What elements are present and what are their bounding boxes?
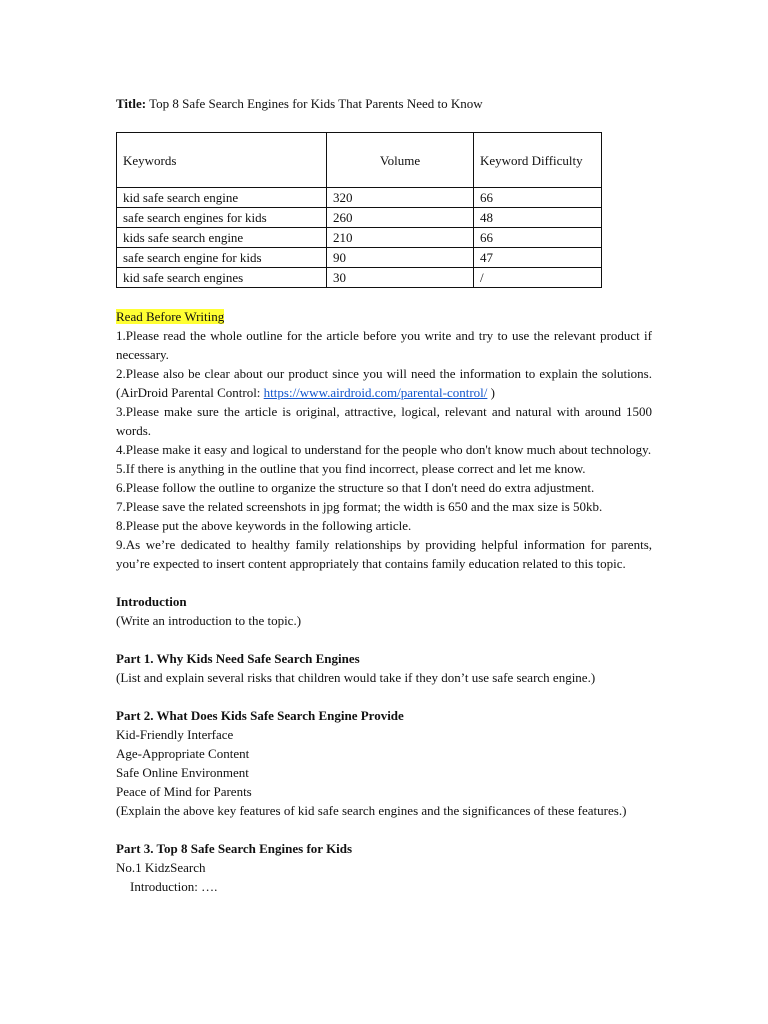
instruction-item-6: 6.Please follow the outline to organize the structure so that I don't need do extra adjustment. — [116, 480, 595, 495]
part2-heading: Part 2. What Does Kids Safe Search Engine Provide — [116, 708, 404, 723]
instruction-item-5: 5.If there is anything in the outline that you find incorrect, please correct and let me know. — [116, 461, 586, 476]
list-item: Age-Appropriate Content — [116, 746, 250, 761]
header-keyword-difficulty: Keyword Difficulty — [474, 133, 602, 188]
keyword-cell: safe search engines for kids — [117, 208, 327, 228]
list-item: Safe Online Environment — [116, 765, 249, 780]
instruction-item-2-text: 2.Please also be clear about our product since you will need the information to explain the solutions. (AirDroid Parental Control: — [116, 366, 652, 400]
spacer — [116, 820, 652, 839]
instruction-item-2 — [116, 364, 652, 402]
difficulty-cell: 66 — [474, 188, 602, 208]
document-title — [116, 94, 652, 113]
difficulty-cell: 47 — [474, 248, 602, 268]
title-label: Title: — [116, 96, 147, 111]
difficulty-cell: 48 — [474, 208, 602, 228]
instruction-item-8: 8.Please put the above keywords in the following article. — [116, 518, 412, 533]
keyword-cell: kids safe search engine — [117, 228, 327, 248]
instruction-item-9: 9.As we’re dedicated to healthy family relationships by providing helpful information for parents, you’re expected to insert content appropriately that contains family education related to this topic. — [116, 537, 652, 571]
list-item: Kid-Friendly Interface — [116, 727, 234, 742]
instruction-item-2-suffix: ) — [487, 385, 495, 400]
header-keywords: Keywords — [117, 133, 327, 188]
keyword-cell: safe search engine for kids — [117, 248, 327, 268]
part2-note: (Explain the above key features of kid safe search engines and the significances of these features.) — [116, 803, 627, 818]
volume-cell: 210 — [327, 228, 474, 248]
volume-cell: 260 — [327, 208, 474, 228]
spacer — [116, 630, 652, 649]
volume-cell: 320 — [327, 188, 474, 208]
introduction-heading: Introduction — [116, 594, 187, 609]
document-content — [116, 94, 652, 896]
keyword-table-header — [117, 133, 602, 188]
title-text: Top 8 Safe Search Engines for Kids That Parents Need to Know — [149, 96, 483, 111]
instruction-item-3: 3.Please make sure the article is original, attractive, logical, relevant and natural with around 1500 words. — [116, 404, 652, 438]
part1-note: (List and explain several risks that children would take if they don’t use safe search engine.) — [116, 670, 596, 685]
keyword-cell: kid safe search engine — [117, 188, 327, 208]
header-volume: Volume — [327, 133, 474, 188]
instruction-item-7: 7.Please save the related screenshots in jpg format; the width is 650 and the max size is 50kb. — [116, 499, 603, 514]
table-row — [117, 188, 602, 208]
part3-item-1-intro: Introduction: …. — [130, 879, 218, 894]
table-row — [117, 208, 602, 228]
read-before-heading — [116, 307, 652, 326]
instruction-item-4: 4.Please make it easy and logical to understand for the people who don't know much about technology. — [116, 442, 652, 457]
part3-heading: Part 3. Top 8 Safe Search Engines for Kids — [116, 841, 353, 856]
airdroid-parental-control-link[interactable]: https://www.airdroid.com/parental-control/ — [263, 385, 488, 400]
instruction-item-1: 1.Please read the whole outline for the article before you write and try to use the relevant product if necessary. — [116, 328, 652, 362]
spacer — [116, 573, 652, 592]
keyword-cell: kid safe search engines — [117, 268, 327, 288]
keyword-table — [116, 132, 602, 288]
part1-heading: Part 1. Why Kids Need Safe Search Engines — [116, 651, 360, 666]
highlighted-heading: Read Before Writing — [116, 309, 225, 324]
table-row — [117, 228, 602, 248]
list-item: Peace of Mind for Parents — [116, 784, 252, 799]
table-row — [117, 248, 602, 268]
table-row — [117, 268, 602, 288]
volume-cell: 90 — [327, 248, 474, 268]
difficulty-cell: / — [474, 268, 602, 288]
introduction-note: (Write an introduction to the topic.) — [116, 613, 302, 628]
volume-cell: 30 — [327, 268, 474, 288]
part3-item-1: No.1 KidzSearch — [116, 860, 206, 875]
difficulty-cell: 66 — [474, 228, 602, 248]
spacer — [116, 687, 652, 706]
